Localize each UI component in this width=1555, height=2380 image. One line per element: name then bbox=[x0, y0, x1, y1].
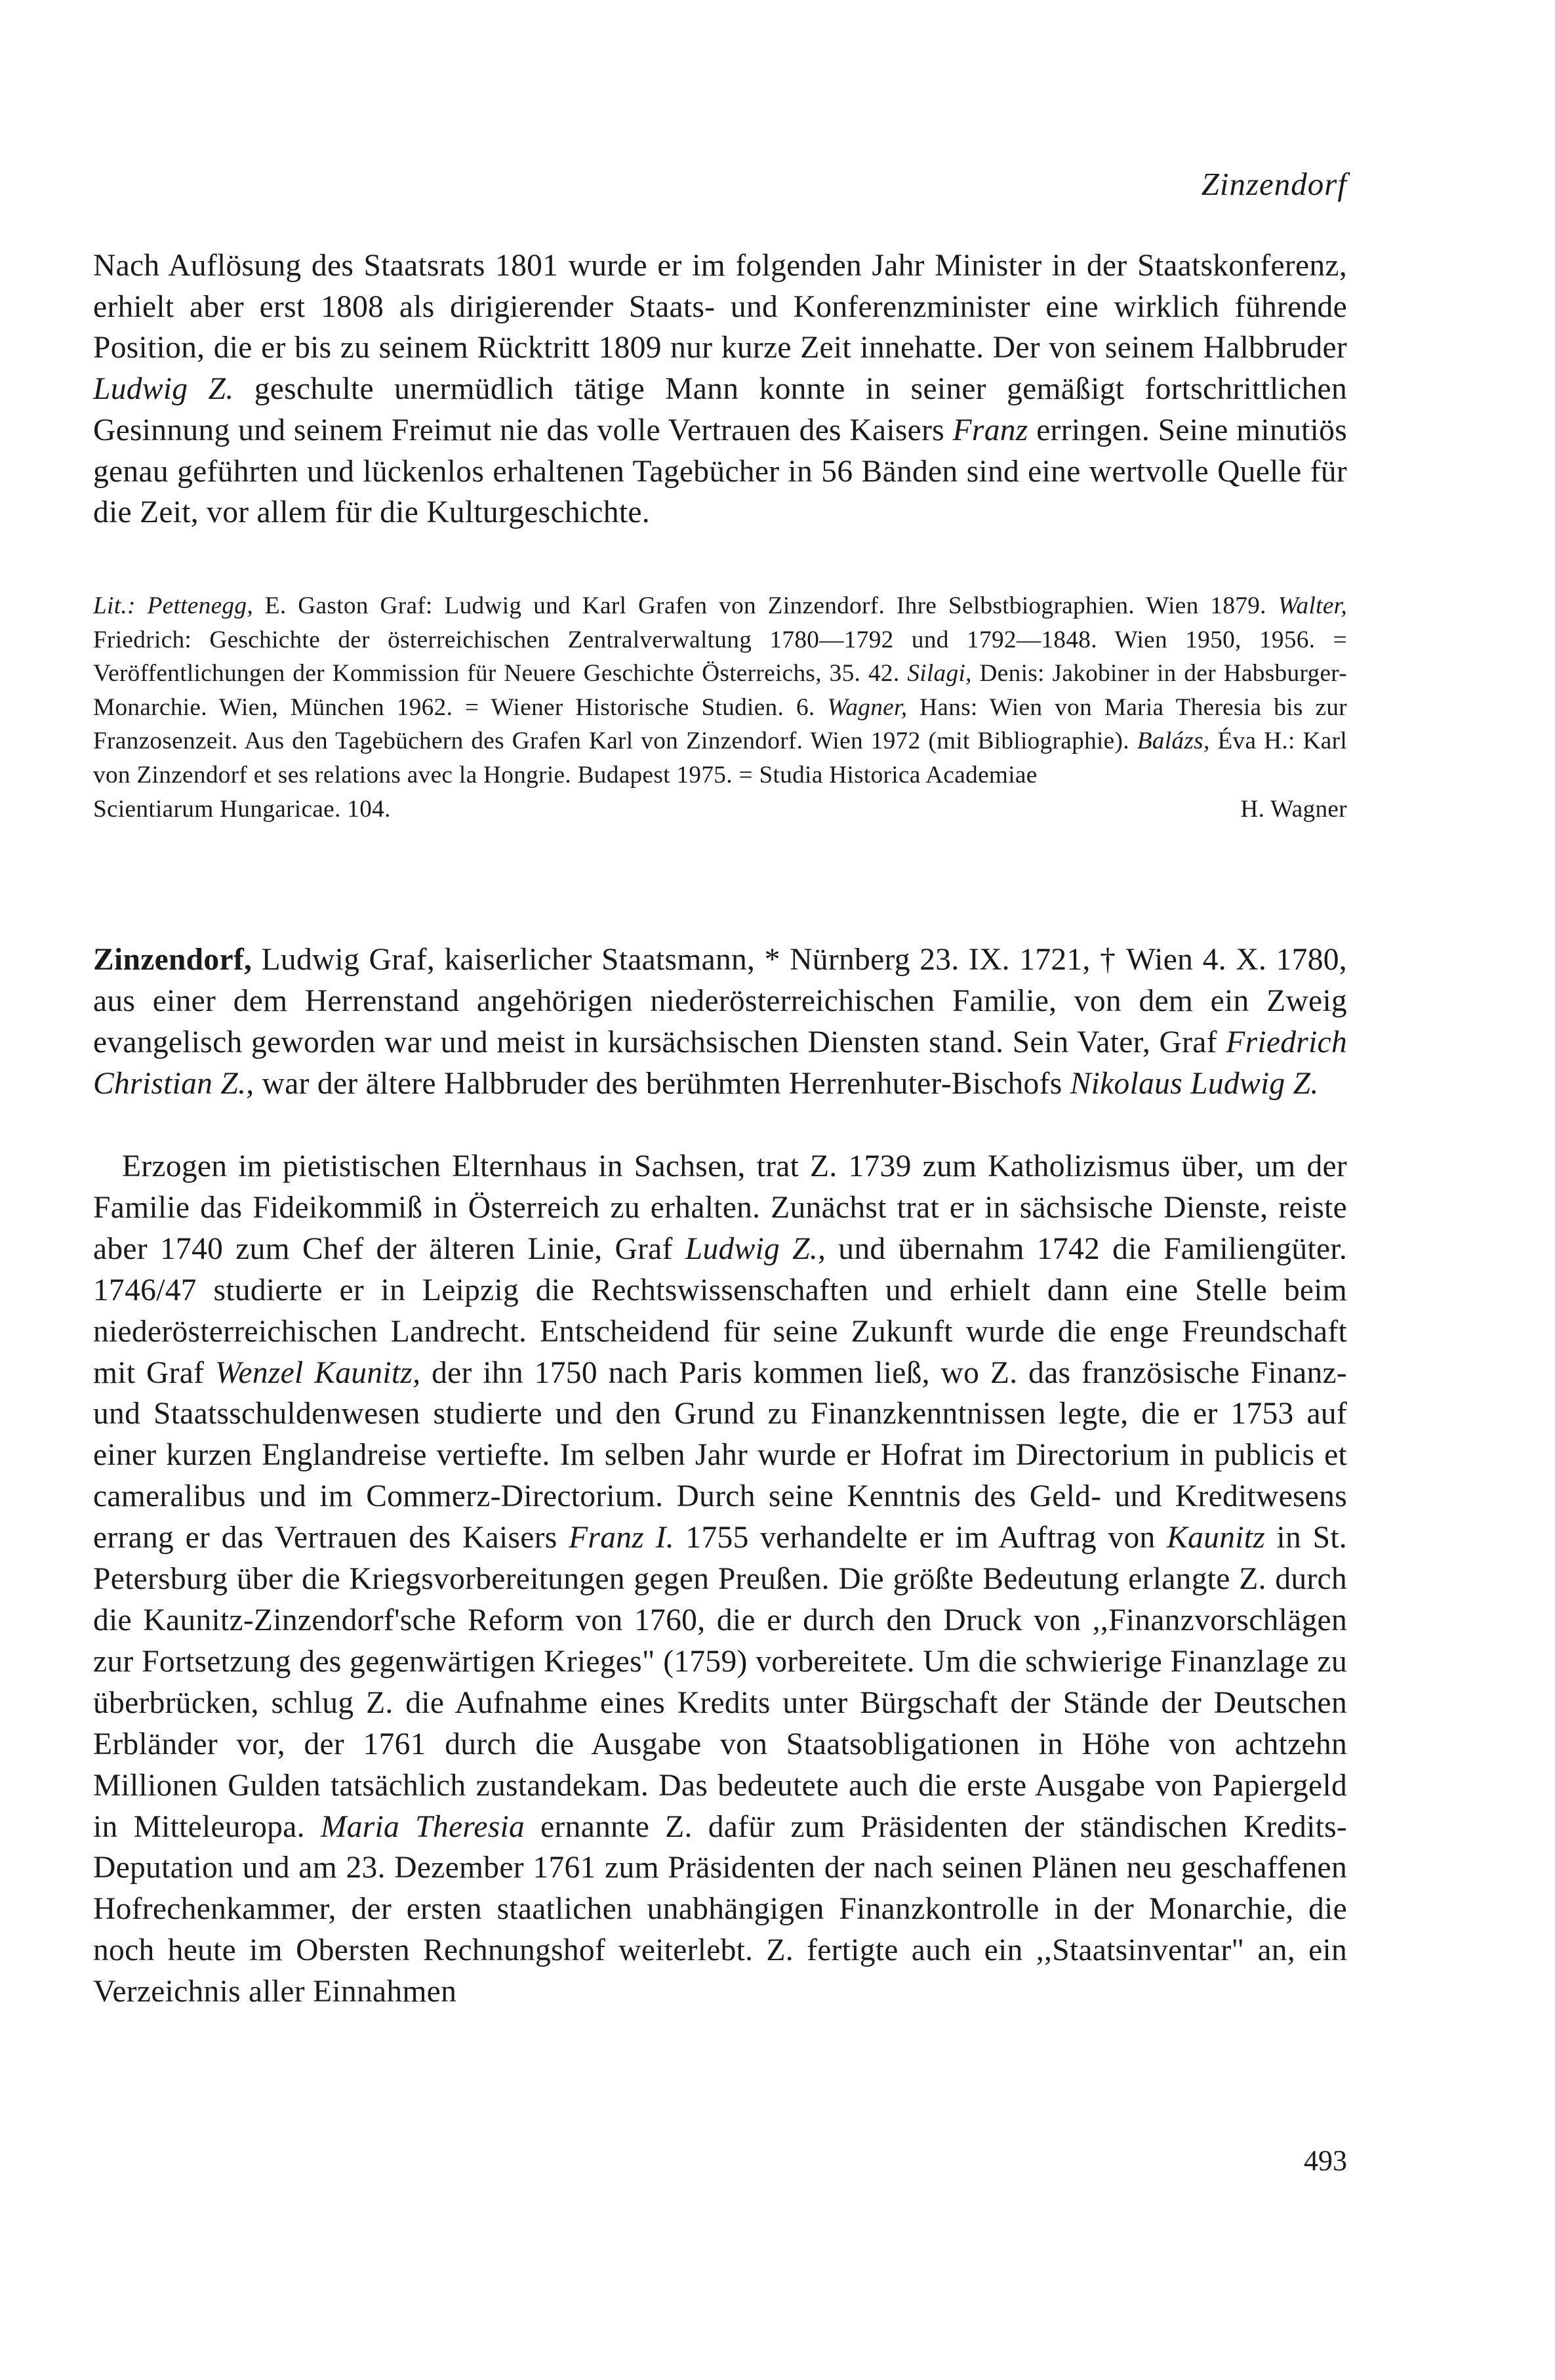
author-signature: H. Wagner bbox=[1240, 795, 1347, 823]
entry-headword: Zinzendorf, bbox=[93, 943, 252, 977]
page-number: 493 bbox=[1304, 2144, 1347, 2177]
article-paragraph-karl-conclusion: Nach Auflösung des Staatsrats 1801 wurde er im folgenden Jahr Minister in der Staatskonferenz, erhielt aber erst 1808 als dirigierender Staats- und Konferenzminister eine wirklich führende Position, die er bis zu seinem Rücktritt 1809 nur kurze Zeit innehatte. Der von seinem Halbbruder Ludwig Z. geschulte unermüdlich tätige Mann konnte in seiner gemäßigt fortschrittlichen Gesinnung und seinem Freimut nie das volle Vertrauen des Kaisers Franz erringen. Seine minutiös genau geführten und lückenlos erhaltenen Tagebücher in 56 Bänden sind eine wertvolle Quelle für die Zeit, vor allem für die Kulturgeschichte. bbox=[93, 249, 1347, 530]
literature-body: Lit.: Pettenegg, E. Gaston Graf: Ludwig und Karl Grafen von Zinzendorf. Ihre Selbstbiographien. Wien 1879. Walter, Friedrich: Geschichte der österreichischen Zentralverwaltung 1780—1792 und 1792—1848. Wien 1950, 1956. = Veröffentlichungen der Kommission für Neuere Geschichte Österreichs, 35. 42. Silagi, Denis: Jakobiner in der Habsburger-Monarchie. Wien, München 1962. = Wiener Historische Studien. 6. Wagner, Hans: Wien von Maria Theresia bis zur Franzosenzeit. Aus den Tagebüchern des Grafen Karl von Zinzendorf. Wien 1972 (mit Bibliographie). Balázs, Éva H.: Karl von Zinzendorf et ses relations avec la Hongrie. Budapest 1975. = Studia Historica Academiae bbox=[93, 592, 1348, 789]
book-page bbox=[93, 0, 1347, 2380]
literature-references bbox=[93, 589, 1347, 826]
running-head: Zinzendorf bbox=[1201, 166, 1347, 202]
literature-last-line: Scientiarum Hungaricae. 104. H. Wagner bbox=[93, 792, 1347, 827]
article-paragraph-ludwig-career: Erzogen im pietistischen Elternhaus in Sachsen, trat Z. 1739 zum Katholizismus über, um der Familie das Fideikommiß in Österreich zu erhalten. Zunächst trat er in sächsische Dienste, reiste aber 1740 zum Chef der älteren Linie, Graf Ludwig Z., und übernahm 1742 die Familiengüter. 1746/47 studierte er in Leipzig die Rechtswissenschaften und erhielt dann eine Stelle beim niederösterreichischen Landrecht. Entscheidend für seine Zukunft wurde die enge Freundschaft mit Graf Wenzel Kaunitz, der ihn 1750 nach Paris kommen ließ, wo Z. das französische Finanz- und Staatsschuldenwesen studierte und den Grund zu Finanzkenntnissen legte, die er 1753 auf einer kurzen Englandreise vertiefte. Im selben Jahr wurde er Hofrat im Directorium in publicis et cameralibus und im Commerz-Directorium. Durch seine Kenntnis des Geld- und Kreditwesens errang er das Vertrauen des Kaisers Franz I. 1755 verhandelte er im Auftrag von Kaunitz in St. Petersburg über die Kriegsvorbereitungen gegen Preußen. Die größte Bedeutung erlangte Z. durch die Kaunitz-Zinzendorf'sche Reform von 1760, die er durch den Druck von ,,Finanzvorschlägen zur Fortsetzung des gegenwärtigen Krieges" (1759) vorbereitete. Um die schwierige Finanzlage zu überbrücken, schlug Z. die Aufnahme eines Kredits unter Bürgschaft der Stände der Deutschen Erbländer vor, der 1761 durch die Ausgabe von Staatsobligationen in Höhe von achtzehn Millionen Gulden tatsächlich zustandekam. Das bedeutete auch die erste Ausgabe von Papiergeld in Mitteleuropa. Maria Theresia ernannte Z. dafür zum Präsidenten der ständischen Kredits-Deputation und am 23. Dezember 1761 zum Präsidenten der nach seinen Plänen neu geschaffenen Hofrechenkammer, der ersten staatlichen unabhängigen Finanzkontrolle in der Monarchie, die noch heute im Obersten Rechnungshof weiterlebt. Z. fertigte auch ein ,,Staatsinventar" an, ein Verzeichnis aller Einnahmen bbox=[93, 1149, 1348, 2009]
article-entry-ludwig-intro: Zinzendorf, Ludwig Graf, kaiserlicher Staatsmann, * Nürnberg 23. IX. 1721, † Wien 4. X. 1780, aus einer dem Herrenstand angehörigen niederösterreichischen Familie, von dem ein Zweig evangelisch geworden war und meist in kursächsischen Diensten stand. Sein Vater, Graf Friedrich Christian Z., war der ältere Halbbruder des berühmten Herrenhuter-Bischofs Nikolaus Ludwig Z. bbox=[93, 943, 1347, 1101]
literature-label: Lit.: bbox=[93, 592, 136, 619]
